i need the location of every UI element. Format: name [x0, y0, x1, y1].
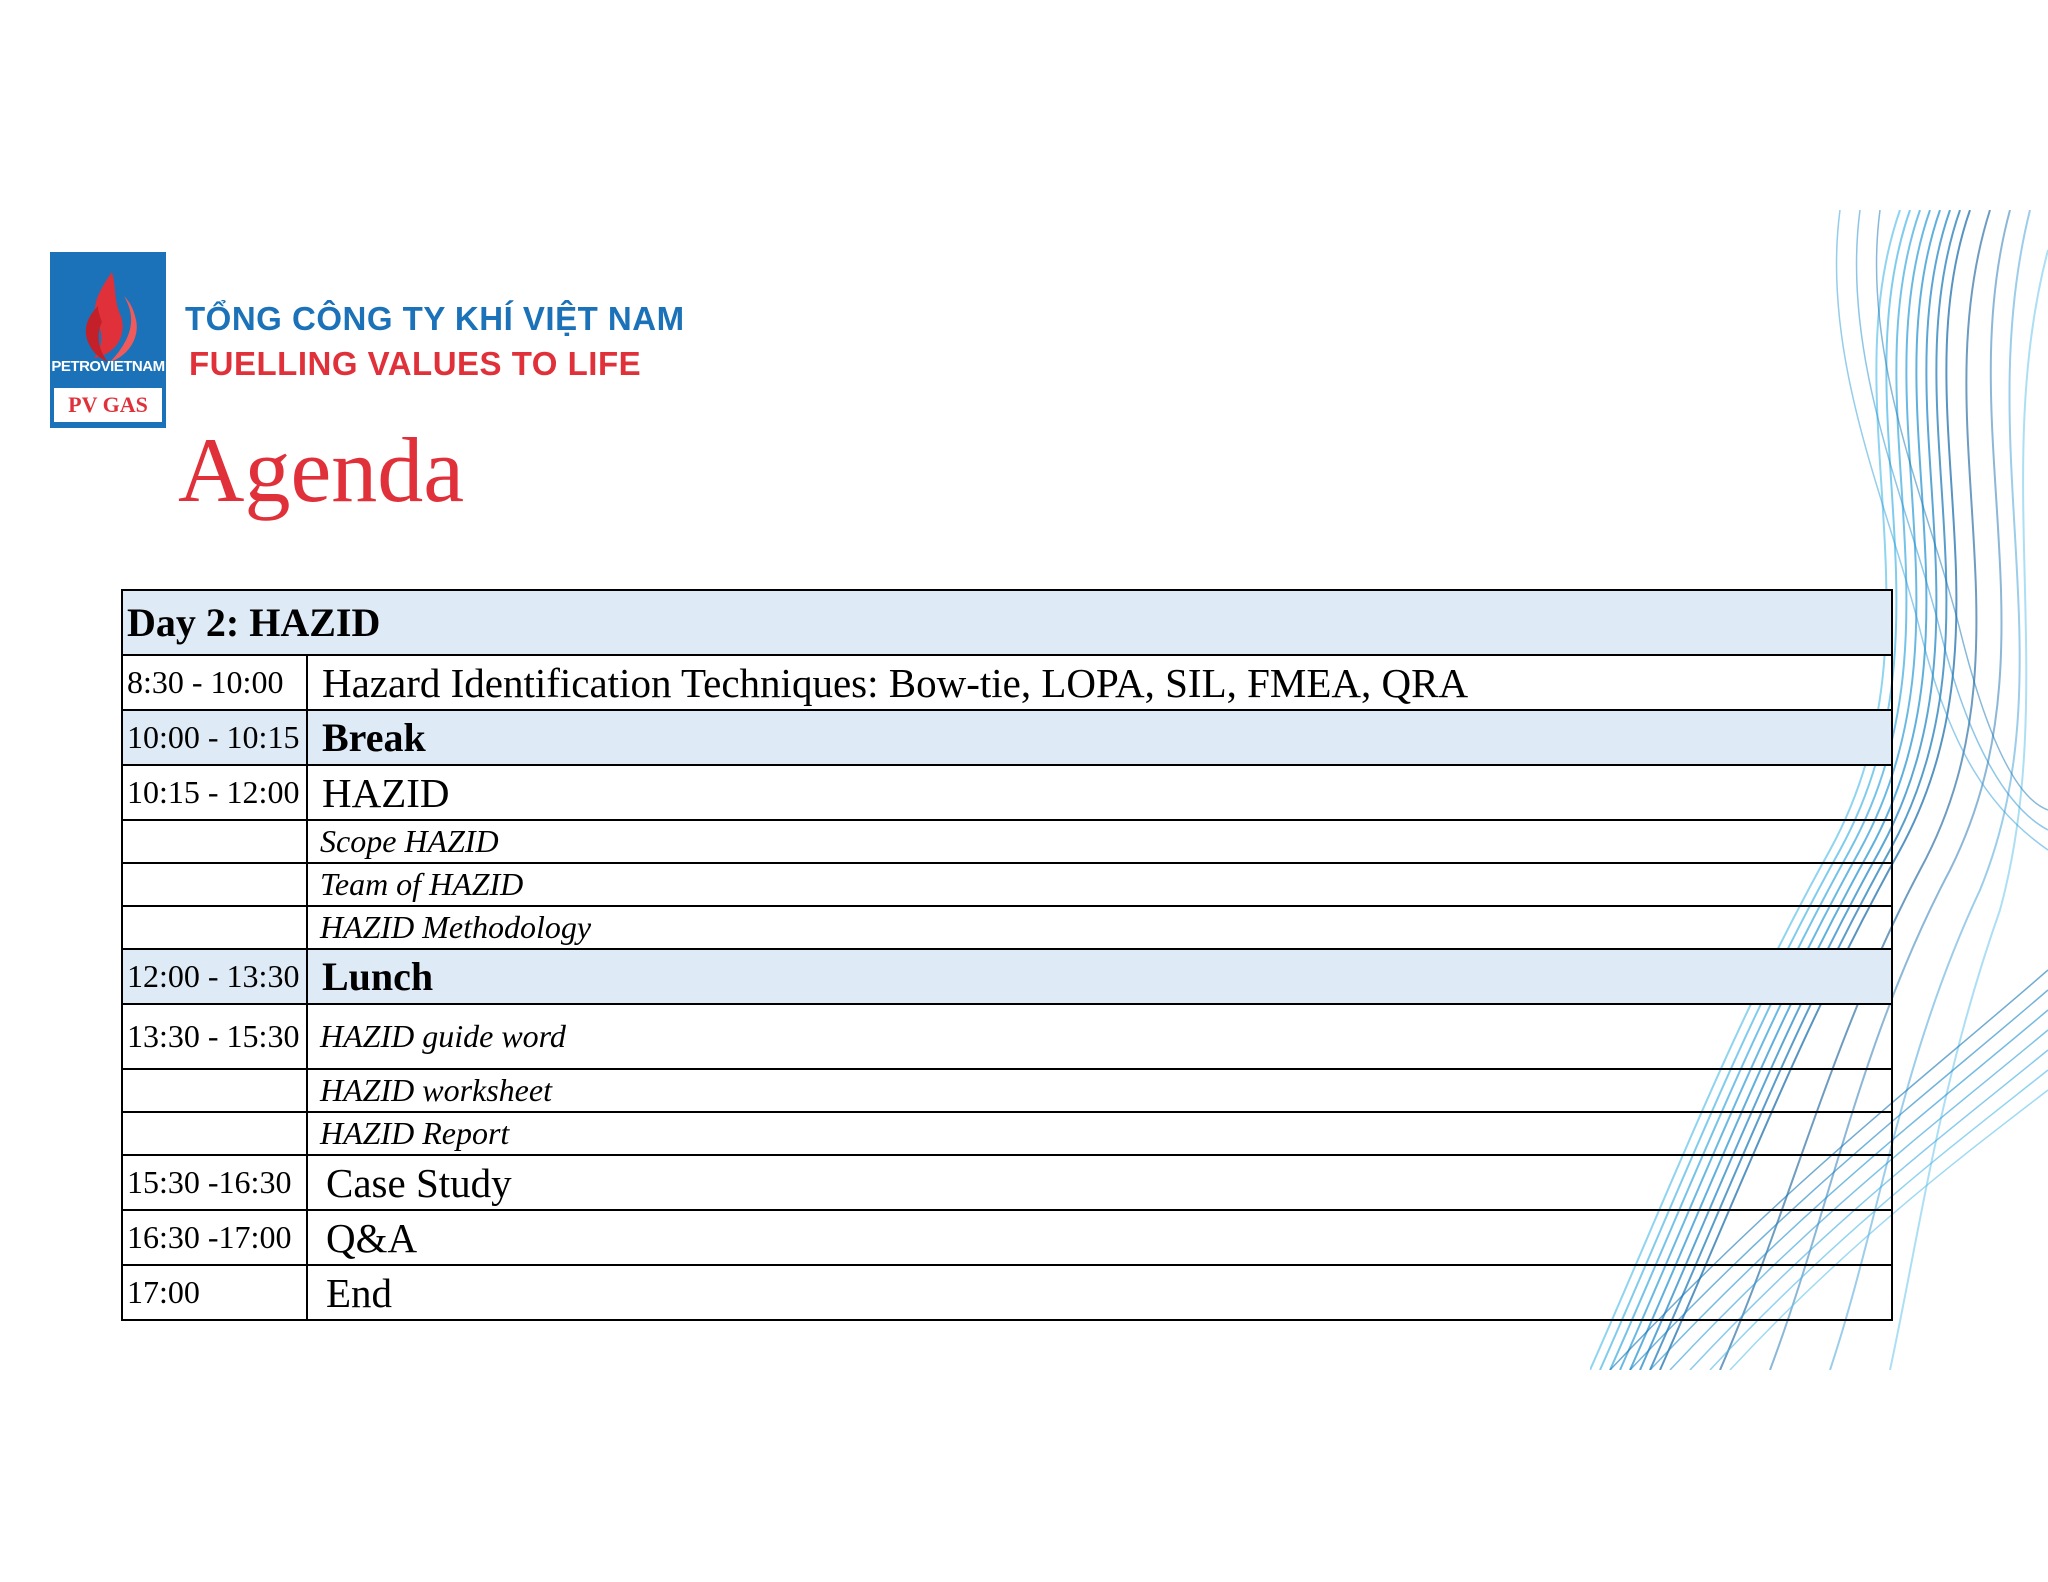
table-row [122, 863, 1892, 906]
activity-cell: HAZID [307, 765, 1892, 820]
table-row [122, 765, 1892, 820]
table-row [122, 1265, 1892, 1320]
table-row [122, 1155, 1892, 1210]
activity-cell: HAZID guide word [307, 1004, 1892, 1069]
activity-cell: Q&A [307, 1210, 1892, 1265]
time-cell: 16:30 -17:00 [122, 1210, 307, 1265]
time-cell: 8:30 - 10:00 [122, 655, 307, 710]
table-row [122, 710, 1892, 765]
pvgas-logo [50, 252, 166, 428]
time-cell: 13:30 - 15:30 [122, 1004, 307, 1069]
time-cell [122, 906, 307, 949]
time-cell [122, 1069, 307, 1112]
activity-cell: Lunch [307, 949, 1892, 1004]
table-row [122, 1004, 1892, 1069]
table-row [122, 906, 1892, 949]
agenda-heading-row [122, 590, 1892, 655]
logo-pvgas-label: PV GAS [54, 388, 162, 422]
activity-cell: HAZID Methodology [307, 906, 1892, 949]
time-cell [122, 820, 307, 863]
activity-cell: Case Study [307, 1155, 1892, 1210]
activity-cell: Hazard Identification Techniques: Bow-tie, LOPA, SIL, FMEA, QRA [307, 655, 1892, 710]
activity-cell: HAZID worksheet [307, 1069, 1892, 1112]
agenda-table [121, 589, 1893, 1321]
table-row [122, 1112, 1892, 1155]
page-title: Agenda [178, 419, 465, 521]
logo-petrovietnam-label: PETROVIETNAM [51, 358, 165, 375]
activity-cell: Scope HAZID [307, 820, 1892, 863]
time-cell: 17:00 [122, 1265, 307, 1320]
time-cell: 12:00 - 13:30 [122, 949, 307, 1004]
activity-cell: Team of HAZID [307, 863, 1892, 906]
company-name: TỔNG CÔNG TY KHÍ VIỆT NAM [185, 300, 685, 337]
table-row [122, 820, 1892, 863]
activity-cell: End [307, 1265, 1892, 1320]
flame-icon [68, 266, 148, 366]
table-row [122, 655, 1892, 710]
activity-cell: Break [307, 710, 1892, 765]
table-row [122, 949, 1892, 1004]
table-row [122, 1069, 1892, 1112]
activity-cell: HAZID Report [307, 1112, 1892, 1155]
time-cell [122, 1112, 307, 1155]
company-slogan: FUELLING VALUES TO LIFE [189, 345, 642, 382]
time-cell: 10:00 - 10:15 [122, 710, 307, 765]
time-cell: 10:15 - 12:00 [122, 765, 307, 820]
time-cell: 15:30 -16:30 [122, 1155, 307, 1210]
time-cell [122, 863, 307, 906]
agenda-heading: Day 2: HAZID [122, 590, 1892, 655]
table-row [122, 1210, 1892, 1265]
